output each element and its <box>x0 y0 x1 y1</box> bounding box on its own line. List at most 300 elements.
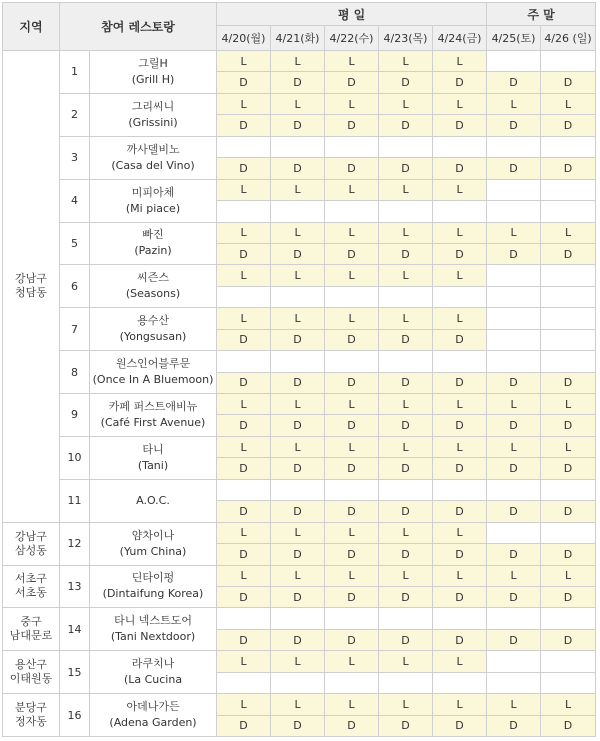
dinner-cell: D <box>325 115 379 136</box>
lunch-cell: L <box>217 694 271 715</box>
restaurant-name-en: (Pazin) <box>134 244 172 258</box>
restaurant-name-en: (Yongsusan) <box>119 330 187 344</box>
dinner-cell: D <box>325 243 379 264</box>
dinner-cell <box>217 672 271 693</box>
dinner-cell: D <box>487 243 541 264</box>
dinner-cell: D <box>217 544 271 565</box>
dinner-cell: D <box>379 115 433 136</box>
lunch-cell: L <box>325 651 379 672</box>
table-row <box>3 222 596 243</box>
restaurant-name-cell <box>90 522 217 565</box>
lunch-cell: L <box>433 93 487 114</box>
lunch-cell: L <box>325 222 379 243</box>
dinner-cell: D <box>325 329 379 350</box>
dinner-cell <box>379 286 433 307</box>
restaurant-name-ko: 얌차이나 <box>131 528 175 542</box>
dinner-cell: D <box>271 115 325 136</box>
lunch-cell: L <box>541 565 596 586</box>
restaurant-schedule-table <box>2 2 596 737</box>
restaurant-name-cell <box>90 479 217 522</box>
restaurant-number: 13 <box>60 565 90 608</box>
dinner-cell <box>217 286 271 307</box>
dinner-cell <box>271 286 325 307</box>
dinner-cell: D <box>271 158 325 179</box>
region-cell <box>3 51 60 523</box>
restaurant-number: 12 <box>60 522 90 565</box>
restaurant-name-ko: 타니 넥스트도어 <box>114 614 192 628</box>
lunch-cell <box>325 136 379 157</box>
lunch-cell: L <box>433 436 487 457</box>
dinner-cell: D <box>487 115 541 136</box>
dinner-cell: D <box>379 329 433 350</box>
dinner-cell: D <box>217 501 271 522</box>
lunch-cell: L <box>325 694 379 715</box>
restaurant-name-en: (Grill H) <box>131 72 175 86</box>
dinner-cell: D <box>433 458 487 479</box>
lunch-cell: L <box>541 694 596 715</box>
dinner-cell <box>271 672 325 693</box>
lunch-cell: L <box>217 394 271 415</box>
lunch-cell <box>541 51 596 72</box>
lunch-cell <box>271 479 325 500</box>
region-label-line: 서초구 <box>15 572 47 586</box>
lunch-cell <box>541 608 596 629</box>
lunch-cell <box>487 265 541 286</box>
dinner-cell <box>325 201 379 222</box>
restaurant-name-en: (Grissini) <box>128 115 178 129</box>
weekend-group-header: 주 말 <box>487 3 596 26</box>
dinner-cell: D <box>541 115 596 136</box>
dinner-cell: D <box>487 586 541 607</box>
restaurant-name-cell <box>90 694 217 737</box>
lunch-cell <box>541 522 596 543</box>
restaurant-number: 4 <box>60 179 90 222</box>
table-row <box>3 351 596 372</box>
dinner-cell <box>379 672 433 693</box>
dinner-cell <box>541 201 596 222</box>
lunch-cell: L <box>379 522 433 543</box>
dinner-cell: D <box>379 158 433 179</box>
date-header: 4/20(월) <box>217 26 271 51</box>
lunch-cell <box>487 179 541 200</box>
lunch-cell: L <box>433 651 487 672</box>
restaurant-name-en: (Casa del Vino) <box>111 158 195 172</box>
restaurant-name-en: (Tani Nextdoor) <box>110 630 196 644</box>
date-header: 4/21(화) <box>271 26 325 51</box>
dinner-cell: D <box>217 115 271 136</box>
dinner-cell: D <box>487 501 541 522</box>
dinner-cell <box>487 329 541 350</box>
region-label-line: 청담동 <box>15 286 47 300</box>
lunch-cell <box>217 351 271 372</box>
lunch-cell <box>487 136 541 157</box>
lunch-cell <box>487 479 541 500</box>
dinner-cell: D <box>271 372 325 393</box>
table-row <box>3 565 596 586</box>
lunch-cell: L <box>271 222 325 243</box>
restaurant-name-ko: 까사델비노 <box>126 142 180 156</box>
lunch-cell: L <box>433 565 487 586</box>
dinner-cell: D <box>433 544 487 565</box>
restaurant-number: 11 <box>60 479 90 522</box>
dinner-cell: D <box>217 72 271 93</box>
dinner-cell: D <box>325 629 379 650</box>
restaurant-number: 3 <box>60 136 90 179</box>
lunch-cell <box>433 136 487 157</box>
lunch-cell: L <box>217 179 271 200</box>
restaurant-number: 5 <box>60 222 90 265</box>
restaurant-number: 8 <box>60 351 90 394</box>
dinner-cell <box>433 672 487 693</box>
lunch-cell: L <box>379 394 433 415</box>
dinner-cell <box>271 201 325 222</box>
lunch-cell <box>217 479 271 500</box>
region-cell <box>3 522 60 565</box>
dinner-cell: D <box>433 372 487 393</box>
dinner-cell: D <box>217 158 271 179</box>
lunch-cell: L <box>325 179 379 200</box>
lunch-cell: L <box>217 93 271 114</box>
lunch-cell: L <box>379 694 433 715</box>
dinner-cell: D <box>217 715 271 736</box>
lunch-cell: L <box>325 308 379 329</box>
restaurant-name-ko: 딘타이펑 <box>131 571 175 585</box>
lunch-cell: L <box>271 694 325 715</box>
restaurant-number: 1 <box>60 51 90 94</box>
table-row <box>3 265 596 286</box>
restaurant-name-en: (Seasons) <box>125 287 181 301</box>
dinner-cell: D <box>217 372 271 393</box>
dinner-cell: D <box>325 501 379 522</box>
dinner-cell: D <box>433 501 487 522</box>
dinner-cell: D <box>325 415 379 436</box>
lunch-cell <box>541 179 596 200</box>
schedule-body <box>3 51 596 737</box>
table-row <box>3 51 596 72</box>
dinner-cell: D <box>541 458 596 479</box>
lunch-cell: L <box>433 179 487 200</box>
dinner-cell <box>541 286 596 307</box>
restaurant-number: 9 <box>60 394 90 437</box>
dinner-cell: D <box>541 158 596 179</box>
lunch-cell: L <box>217 51 271 72</box>
restaurant-number: 2 <box>60 93 90 136</box>
dinner-cell: D <box>433 415 487 436</box>
dinner-cell: D <box>271 586 325 607</box>
lunch-cell <box>487 608 541 629</box>
dinner-cell: D <box>325 158 379 179</box>
lunch-cell <box>541 265 596 286</box>
table-row <box>3 436 596 457</box>
dinner-cell: D <box>541 586 596 607</box>
lunch-cell: L <box>325 51 379 72</box>
region-cell <box>3 651 60 694</box>
restaurant-name-ko: 용수산 <box>137 314 169 328</box>
lunch-cell: L <box>433 394 487 415</box>
restaurant-name-ko: 그리씨니 <box>131 99 175 113</box>
lunch-cell <box>433 351 487 372</box>
restaurant-name-ko: 빠진 <box>142 228 164 242</box>
dinner-cell: D <box>271 544 325 565</box>
dinner-cell: D <box>487 458 541 479</box>
dinner-cell: D <box>325 372 379 393</box>
lunch-cell: L <box>541 93 596 114</box>
dinner-cell: D <box>379 544 433 565</box>
dinner-cell: D <box>541 243 596 264</box>
restaurant-name-cell <box>90 93 217 136</box>
lunch-cell: L <box>379 265 433 286</box>
dinner-cell: D <box>379 372 433 393</box>
dinner-cell: D <box>271 415 325 436</box>
lunch-cell: L <box>325 565 379 586</box>
region-label-line: 이태원동 <box>9 672 53 686</box>
table-row <box>3 394 596 415</box>
lunch-cell: L <box>379 179 433 200</box>
lunch-cell <box>433 608 487 629</box>
lunch-cell: L <box>487 93 541 114</box>
dinner-cell <box>325 286 379 307</box>
lunch-cell <box>487 651 541 672</box>
lunch-cell: L <box>271 265 325 286</box>
dinner-cell <box>217 201 271 222</box>
dinner-cell: D <box>217 586 271 607</box>
restaurant-name-en: (Café First Avenue) <box>100 415 206 429</box>
restaurant-number: 7 <box>60 308 90 351</box>
dinner-cell: D <box>433 329 487 350</box>
dinner-cell: D <box>541 715 596 736</box>
dinner-cell: D <box>271 501 325 522</box>
dinner-cell: D <box>271 629 325 650</box>
restaurant-name-ko: 카페 퍼스트애비뉴 <box>108 399 198 413</box>
table-row <box>3 694 596 715</box>
lunch-cell: L <box>379 222 433 243</box>
region-label-line: 용산구 <box>15 658 47 672</box>
region-label-line: 남대문로 <box>9 629 53 643</box>
lunch-cell: L <box>487 694 541 715</box>
restaurant-name-cell <box>90 179 217 222</box>
lunch-cell: L <box>271 394 325 415</box>
lunch-cell: L <box>325 265 379 286</box>
restaurant-name-cell <box>90 608 217 651</box>
restaurant-name-cell <box>90 394 217 437</box>
restaurant-number: 16 <box>60 694 90 737</box>
restaurant-name-ko: 그릴H <box>138 56 168 70</box>
lunch-cell <box>541 308 596 329</box>
lunch-cell: L <box>487 565 541 586</box>
date-header: 4/26 (일) <box>541 26 596 51</box>
lunch-cell: L <box>433 694 487 715</box>
restaurant-number: 14 <box>60 608 90 651</box>
restaurant-name-en: (Dintaifung Korea) <box>102 587 204 601</box>
restaurant-name-cell <box>90 436 217 479</box>
lunch-cell <box>271 136 325 157</box>
weekday-group-header: 평 일 <box>217 3 487 26</box>
dinner-cell: D <box>325 458 379 479</box>
restaurant-name-ko: 타니 <box>142 442 164 456</box>
dinner-cell: D <box>271 715 325 736</box>
dinner-cell: D <box>487 415 541 436</box>
lunch-cell <box>325 608 379 629</box>
dinner-cell: D <box>433 243 487 264</box>
lunch-cell <box>217 136 271 157</box>
date-header: 4/25(토) <box>487 26 541 51</box>
dinner-cell: D <box>541 72 596 93</box>
dinner-cell: D <box>271 458 325 479</box>
lunch-cell: L <box>217 265 271 286</box>
lunch-cell: L <box>271 51 325 72</box>
restaurant-name-en: (Mi piace) <box>125 201 181 215</box>
lunch-cell: L <box>433 265 487 286</box>
lunch-cell: L <box>217 308 271 329</box>
lunch-cell: L <box>379 308 433 329</box>
region-label-line: 분당구 <box>15 701 47 715</box>
region-cell <box>3 694 60 737</box>
restaurant-name-ko: 미피아체 <box>131 185 175 199</box>
lunch-cell <box>379 136 433 157</box>
restaurant-name-cell <box>90 308 217 351</box>
lunch-cell <box>325 479 379 500</box>
lunch-cell: L <box>271 436 325 457</box>
dinner-cell: D <box>487 629 541 650</box>
lunch-cell <box>541 651 596 672</box>
date-header: 4/24(금) <box>433 26 487 51</box>
lunch-cell: L <box>379 436 433 457</box>
restaurant-name-cell <box>90 222 217 265</box>
dinner-cell: D <box>379 715 433 736</box>
dinner-cell: D <box>541 629 596 650</box>
restaurant-name-ko: 원스인어블루문 <box>115 357 191 371</box>
lunch-cell <box>541 351 596 372</box>
dinner-cell <box>433 201 487 222</box>
lunch-cell <box>541 136 596 157</box>
restaurant-number: 10 <box>60 436 90 479</box>
dinner-cell: D <box>379 586 433 607</box>
lunch-cell <box>379 351 433 372</box>
restaurant-name-cell <box>90 265 217 308</box>
dinner-cell <box>487 201 541 222</box>
restaurant-name-cell <box>90 351 217 394</box>
dinner-cell: D <box>433 629 487 650</box>
dinner-cell: D <box>487 372 541 393</box>
region-label-line: 서초동 <box>15 586 47 600</box>
dinner-cell: D <box>379 72 433 93</box>
dinner-cell <box>379 201 433 222</box>
restaurant-name-en: (Adena Garden) <box>109 716 197 730</box>
date-header: 4/23(목) <box>379 26 433 51</box>
dinner-cell <box>325 672 379 693</box>
dinner-cell: D <box>541 415 596 436</box>
dinner-cell: D <box>379 458 433 479</box>
table-row <box>3 308 596 329</box>
table-row <box>3 608 596 629</box>
dinner-cell: D <box>487 715 541 736</box>
dinner-cell: D <box>217 629 271 650</box>
dinner-cell: D <box>433 158 487 179</box>
region-label-line: 삼성동 <box>15 543 47 557</box>
table-row <box>3 136 596 157</box>
dinner-cell: D <box>217 329 271 350</box>
lunch-cell <box>487 522 541 543</box>
dinner-cell: D <box>325 72 379 93</box>
dinner-cell: D <box>271 243 325 264</box>
lunch-cell: L <box>217 522 271 543</box>
dinner-cell: D <box>433 715 487 736</box>
dinner-cell: D <box>271 329 325 350</box>
lunch-cell: L <box>379 93 433 114</box>
lunch-cell: L <box>379 651 433 672</box>
lunch-cell <box>271 351 325 372</box>
restaurant-name-en: (Yum China) <box>119 544 187 558</box>
restaurant-number: 6 <box>60 265 90 308</box>
region-label-line: 중구 <box>20 615 42 629</box>
lunch-cell: L <box>271 651 325 672</box>
dinner-cell <box>487 286 541 307</box>
lunch-cell: L <box>433 522 487 543</box>
restaurant-name-ko: 씨즌스 <box>137 271 169 285</box>
dinner-cell: D <box>541 501 596 522</box>
lunch-cell: L <box>325 394 379 415</box>
dinner-cell: D <box>217 458 271 479</box>
lunch-cell: L <box>325 522 379 543</box>
dinner-cell: D <box>325 715 379 736</box>
lunch-cell: L <box>379 51 433 72</box>
dinner-cell: D <box>541 372 596 393</box>
lunch-cell <box>433 479 487 500</box>
table-row <box>3 522 596 543</box>
region-header: 지역 <box>3 3 60 51</box>
restaurant-name-ko: A.O.C. <box>136 493 170 507</box>
restaurant-name-en: (La Cucina <box>123 673 183 687</box>
lunch-cell: L <box>271 522 325 543</box>
lunch-cell: L <box>379 565 433 586</box>
lunch-cell: L <box>433 51 487 72</box>
lunch-cell <box>487 51 541 72</box>
lunch-cell <box>541 479 596 500</box>
dinner-cell <box>541 329 596 350</box>
lunch-cell: L <box>325 436 379 457</box>
lunch-cell: L <box>487 394 541 415</box>
lunch-cell <box>217 608 271 629</box>
lunch-cell <box>487 308 541 329</box>
restaurant-name-cell <box>90 136 217 179</box>
dinner-cell: D <box>433 586 487 607</box>
lunch-cell: L <box>217 565 271 586</box>
lunch-cell: L <box>541 222 596 243</box>
lunch-cell: L <box>271 308 325 329</box>
lunch-cell: L <box>271 179 325 200</box>
restaurant-name-en: (Once In A Bluemoon) <box>92 373 214 387</box>
table-row <box>3 179 596 200</box>
lunch-cell: L <box>271 93 325 114</box>
lunch-cell <box>271 608 325 629</box>
lunch-cell: L <box>487 436 541 457</box>
lunch-cell <box>379 479 433 500</box>
table-row <box>3 651 596 672</box>
dinner-cell: D <box>379 501 433 522</box>
restaurant-name-cell <box>90 565 217 608</box>
restaurant-name-cell <box>90 51 217 94</box>
lunch-cell <box>325 351 379 372</box>
lunch-cell: L <box>541 436 596 457</box>
region-label-line: 강남구 <box>15 272 47 286</box>
dinner-cell <box>541 672 596 693</box>
restaurant-name-ko: 아데나가든 <box>126 700 180 714</box>
region-label-line: 정자동 <box>15 715 47 729</box>
restaurant-name-cell <box>90 651 217 694</box>
lunch-cell: L <box>433 222 487 243</box>
dinner-cell: D <box>217 243 271 264</box>
region-cell <box>3 565 60 608</box>
